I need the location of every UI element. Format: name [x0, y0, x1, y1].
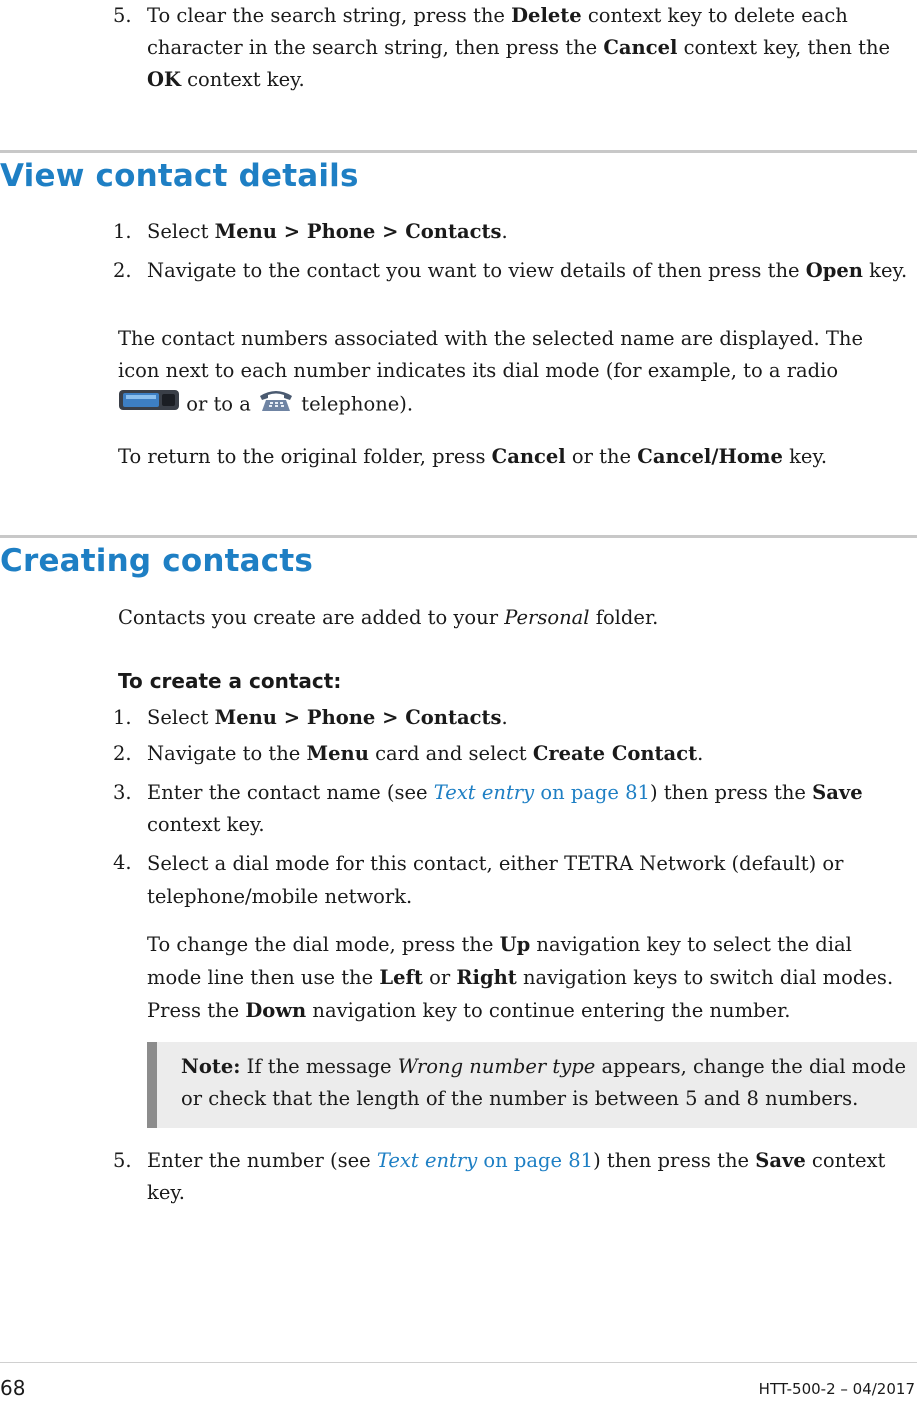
step-text: Navigate to the contact you want to view details of then press the Open key. — [147, 259, 908, 282]
step-number: 4. — [113, 851, 132, 874]
section-divider — [0, 150, 917, 153]
creating-intro: Contacts you create are added to your Personal folder. — [118, 606, 659, 629]
radio-icon — [118, 388, 180, 422]
note-box — [147, 1042, 917, 1128]
step-text: Enter the number (see Text entry on page 81) then press the Save context key. — [147, 1149, 886, 1204]
text-entry-link[interactable]: Text entry on page 81 — [433, 781, 650, 804]
dial-mode-instructions: To change the dial mode, press the Up navigation key to select the dial mode line then use the Left or Right navigation keys to switch dial modes. Press the Down navigation key to continue entering the number. — [147, 933, 894, 1022]
step-number: 5. — [113, 1149, 132, 1172]
dial-mode-paragraph: The contact numbers associated with the selected name are displayed. The icon next to each number indicates its dial mode (for example, to a radio or to a telephone). — [118, 323, 898, 423]
section-divider — [0, 535, 917, 538]
telephone-icon — [257, 387, 295, 423]
section-title-view-contact-details: View contact details — [0, 158, 359, 194]
step-number: 2. — [113, 259, 132, 282]
footer-divider — [0, 1362, 917, 1363]
step-number: 2. — [113, 742, 132, 765]
intro-step-text: To clear the search string, press the Delete context key to delete each character in the search string, then press the Cancel context key, then the OK context key. — [147, 4, 891, 91]
step-number: 1. — [113, 220, 132, 243]
page-number: 68 — [0, 1376, 26, 1400]
step-number: 5. — [113, 4, 132, 27]
return-paragraph: To return to the original folder, press Cancel or the Cancel/Home key. — [118, 445, 828, 468]
step-text: Navigate to the Menu card and select Create Contact. — [147, 742, 704, 765]
procedure-heading: To create a contact: — [118, 669, 342, 693]
step-number: 3. — [113, 781, 132, 804]
text-entry-link[interactable]: Text entry on page 81 — [376, 1149, 594, 1172]
section-title-creating-contacts: Creating contacts — [0, 543, 314, 579]
step-number: 1. — [113, 706, 132, 729]
step-text: Select Menu > Phone > Contacts. — [147, 220, 508, 243]
step-text: Select Menu > Phone > Contacts. — [147, 706, 508, 729]
step-text: Select a dial mode for this contact, either TETRA Network (default) or telephone/mobile network. — [147, 852, 844, 908]
note-text: Note: If the message Wrong number type appears, change the dial mode or check that the length of the number is between 5 and 8 numbers. — [181, 1055, 907, 1110]
step-text: Enter the contact name (see Text entry on page 81) then press the Save context key. — [147, 781, 863, 836]
document-id: HTT-500-2 – 04/2017 — [758, 1380, 915, 1398]
